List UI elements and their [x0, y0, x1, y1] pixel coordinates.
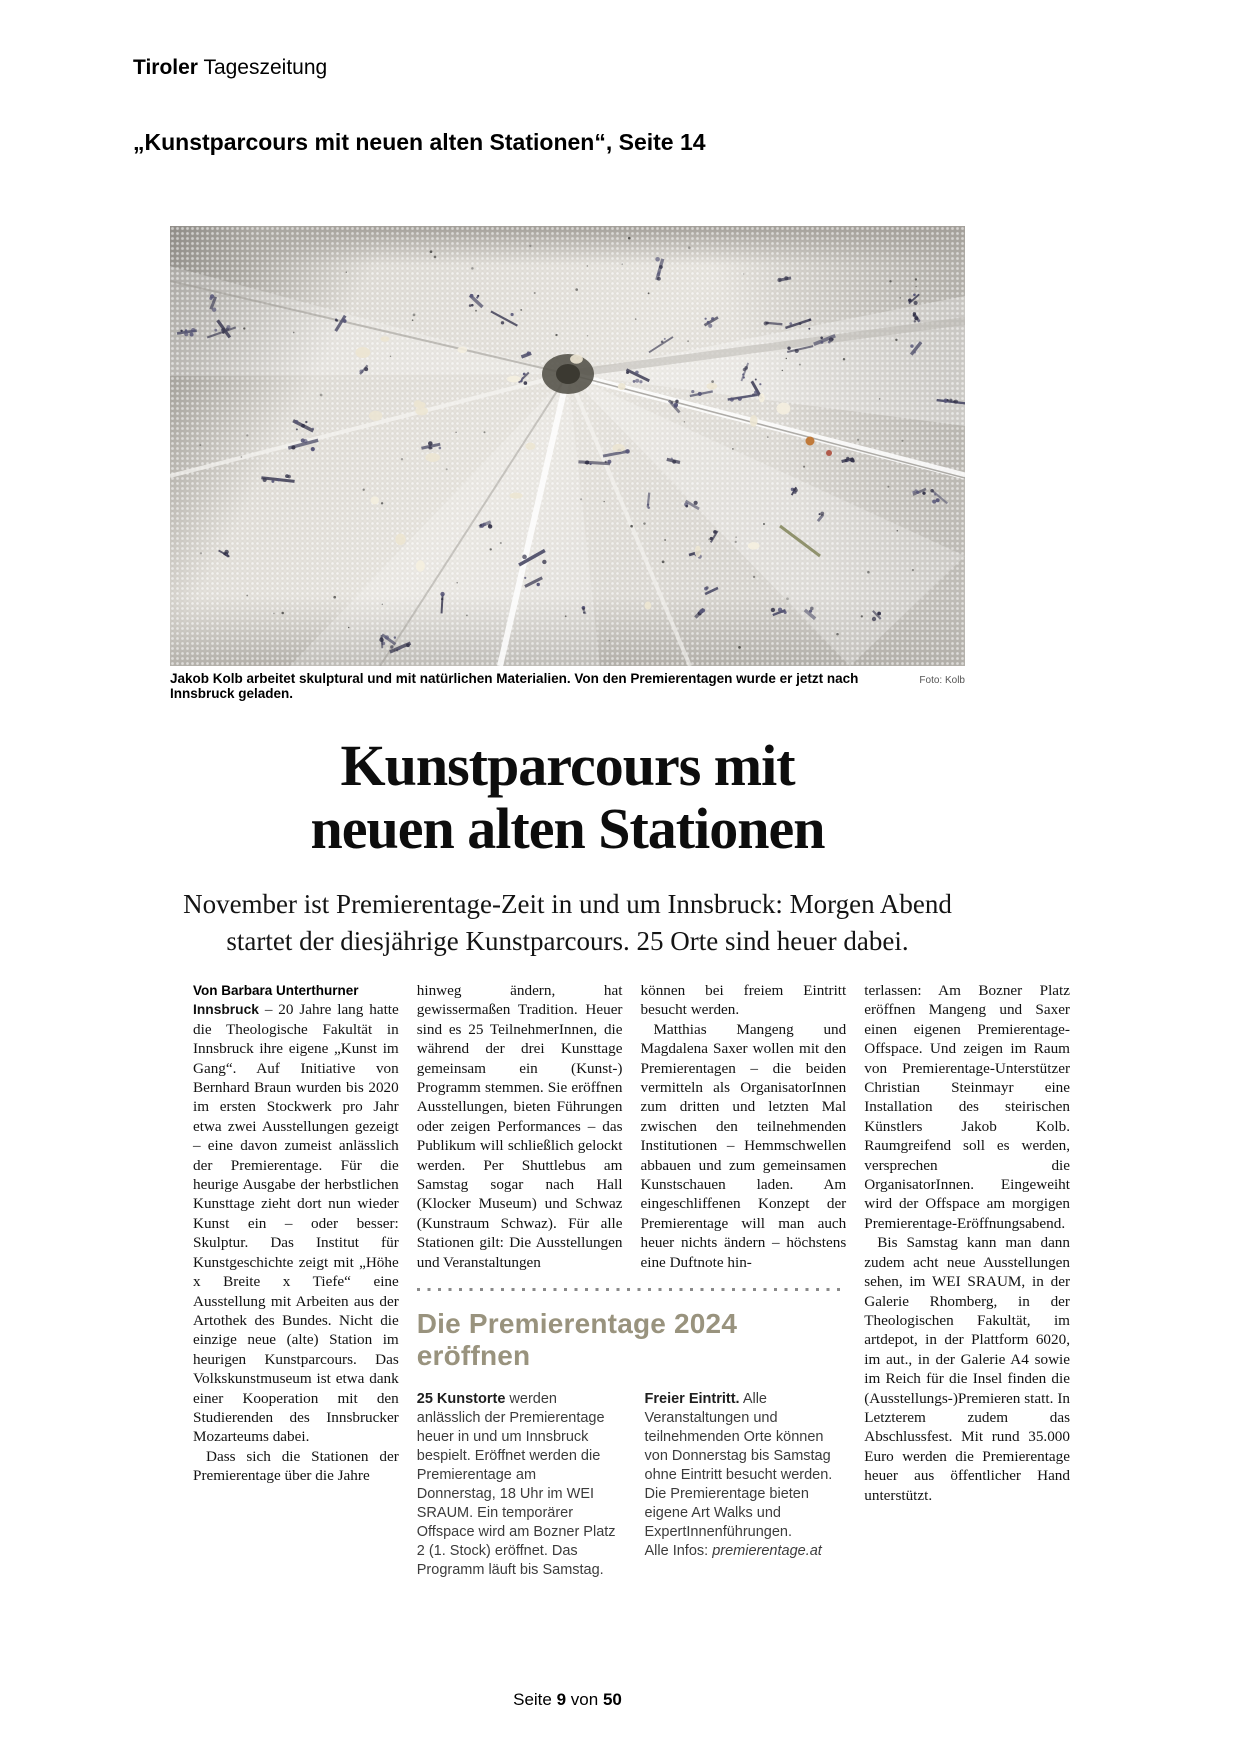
col4-paragraph-1: terlassen: Am Bozner Platz eröffnen Mangeng und Saxer einen eigenen Premierentage-Offspace. Und zeigen im Raum von Premierentage-Unterstützer Christian Steinmayr eine Installation des steirischen Künstlers Jakob Kolb. Raumgreifend soll es werden, versprechen die OrganisatorInnen. Eingeweiht wird der Offspace am morgigen Premierentage-Eröffnungsabend. [864, 982, 1070, 1232]
infobox-columns [417, 1390, 847, 1580]
footer-label-von: von [570, 1690, 599, 1709]
article-body [193, 981, 1070, 1580]
col1-paragraph-2: Dass sich die Stationen der Premierentage über die Jahre [193, 1447, 399, 1485]
infobox-info-label: Alle Infos: [644, 1543, 709, 1560]
article-headline [170, 734, 965, 860]
infobox-right-text: Alle Veranstaltungen und teilnehmenden Orte können von Donnerstag bis Samstag ohne Eintritt besucht werden. Die Premierentage bieten eigene Art Walks und ExpertInnenführungen. [644, 1391, 833, 1541]
photo-caption-row [170, 671, 965, 701]
col4-paragraph-2: Bis Samstag kann man dann zudem acht neue Ausstellungen sehen, im WEI SRAUM, in der Galerie Rhomberg, in der Theologischen Fakultät, im artdepot, in der Plattform 6020, im aut., in der Galerie A4 sowie im Reich für die Insel finden die (Ausstellungs-)Premieren statt. In Letzterem zudem das Abschlussfest. Mit rund 35.000 Euro werden die Premierentage heuer aus öffentlicher Hand unterstützt. [864, 1234, 1070, 1504]
article-photo [170, 226, 965, 666]
infobox-premierentage [417, 1288, 847, 1580]
infobox-right-paragraph [645, 1390, 847, 1542]
text-column-4 [864, 981, 1070, 1580]
infobox-title: Die Premierentage 2024 eröffnen [416, 1308, 738, 1372]
subhead-line-2: startet der diesjährige Kunstparcours. 25 Orte sind heuer dabei. [226, 926, 909, 956]
footer-total-pages: 50 [602, 1690, 622, 1709]
headline-line-2: neuen alten Stationen [310, 796, 825, 861]
col3-paragraph-1: können bei freiem Eintritt besucht werden. [640, 982, 847, 1019]
infobox-left-column [417, 1390, 619, 1580]
infobox-right-column [645, 1390, 847, 1580]
byline: Von Barbara Unterthurner [193, 983, 359, 998]
masthead [133, 56, 327, 80]
col1-paragraph-1-text: – 20 Jahre lang hatte die Theologische Fakultät in Innsbruck ihre eigene „Kunst im Gang“. Auf Initiative von Bernhard Braun wurden bis 2020 im ersten Stockwerk pro Jahr etwa zwei Ausstellungen gezeigt – eine davon zumeist anlässlich der Premierentage. Für die heurige Ausgabe der herbstlichen Kunsttage zieht dort nun wieder Kunst ein – oder besser: Skulptur. Das Institut für Kunstgeschichte zeigt mit „Höhe x Breite x Tiefe“ eine Ausstellung mit Arbeiten aus der Artothek des Bundes. Nicht die einzige neue (alte) Station im heurigen Kunstparcours. Das Volkskunstmuseum ist etwa dank einer Kooperation mit den Studierenden des Innsbrucker Mozarteums dabei. [193, 1001, 399, 1446]
text-column-3 [641, 981, 847, 1272]
footer-label-seite: Seite [513, 1690, 552, 1709]
infobox-left-text: werden anlässlich der Premierentage heuer in und um Innsbruck bespielt. Eröffnet werden die Premierentage am Donnerstag, 18 Uhr im WEI SRAUM. Ein temporärer Offspace wird am Bozner Platz 2 (1. Stock) eröffnet. Das Programm läuft bis Samstag. [416, 1391, 616, 1579]
article-subhead [150, 886, 985, 960]
col1-paragraph-1 [193, 1000, 399, 1446]
infobox-info-line [645, 1542, 847, 1561]
masthead-brand-bold: Tiroler [133, 56, 198, 79]
page-footer [170, 1690, 965, 1710]
photo-caption: Jakob Kolb arbeitet skulptural und mit natürlichen Materialien. Von den Premierentagen wurde er jetzt nach Innsbruck geladen. [170, 671, 859, 701]
reference-headline: „Kunstparcours mit neuen alten Stationen“, Seite 14 [133, 129, 706, 155]
photo-illustration [170, 226, 965, 666]
col3-paragraph-2: Matthias Mangeng und Magdalena Saxer wollen mit den Premierentagen – die beiden vermitteln als OrganisatorInnen zum dritten und letzten Mal zwischen den teilnehmenden Institutionen – Hemmschwellen abbauen und zum gemeinsamen Kunstschauen laden. Am eingeschliffenen Konzept der Premierentage will man auch heuer nichts ändern – höchstens eine Duftnote hin- [640, 1020, 847, 1271]
text-column-2 [417, 981, 623, 1272]
infobox-info-url: premierentage.at [712, 1543, 822, 1560]
infobox-left-lead: 25 Kunstorte [416, 1391, 506, 1408]
col2-paragraph-1: hinweg ändern, hat gewissermaßen Tradition. Heuer sind es 25 TeilnehmerInnen, die während der drei Kunsttage gemeinsam ein (Kunst-) Programm stemmen. Sie eröffnen Ausstellungen, bieten Führungen oder zeigen Performances – das Publikum will schließlich gelockt werden. Per Shuttlebus am Samstag sogar nach Hall (Klocker Museum) und Schwaz (Kunstraum Schwaz). Für alle Stationen gilt: Die Ausstellungen und Veranstaltungen [416, 982, 623, 1271]
dotted-divider [417, 1288, 847, 1291]
text-column-1 [193, 981, 399, 1580]
infobox-left-paragraph [417, 1390, 619, 1580]
subhead-line-1: November ist Premierentage-Zeit in und um Innsbruck: Morgen Abend [183, 889, 952, 919]
infobox-right-lead: Freier Eintritt. [644, 1391, 740, 1408]
photo-credit: Foto: Kolb [919, 675, 965, 686]
headline-line-1: Kunstparcours mit [340, 733, 795, 798]
location-lead: Innsbruck [193, 1002, 259, 1018]
masthead-brand-rest: Tageszeitung [203, 56, 328, 79]
footer-page-number: 9 [556, 1690, 567, 1709]
